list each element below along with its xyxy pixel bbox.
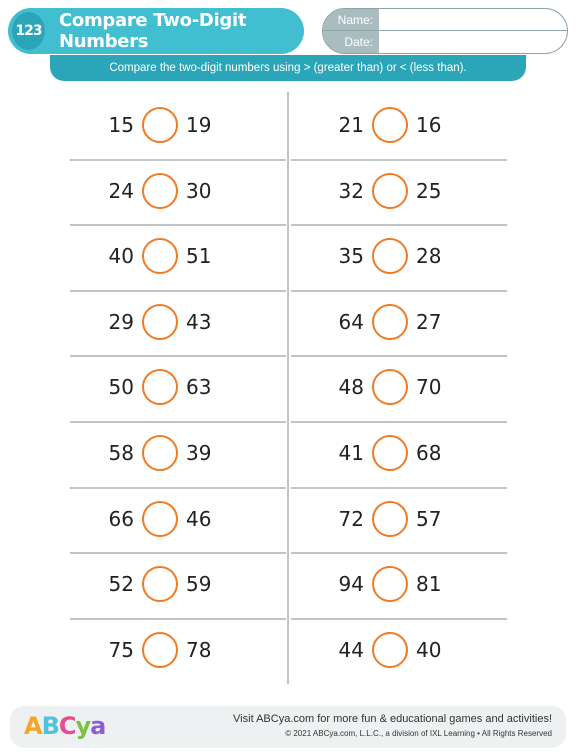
name-date-box (322, 8, 568, 54)
date-row[interactable] (323, 31, 567, 53)
comparison-problem (324, 302, 456, 342)
answer-circle[interactable] (142, 369, 178, 405)
row-divider (291, 618, 507, 620)
left-number: 94 (338, 572, 364, 597)
right-number: 19 (186, 113, 212, 137)
left-number: 24 (108, 178, 134, 203)
answer-circle[interactable] (372, 501, 408, 537)
row-divider (70, 487, 286, 489)
comparison-problem (324, 171, 456, 211)
footer (10, 706, 566, 748)
left-number: 44 (338, 637, 364, 662)
row-divider (291, 421, 507, 423)
answer-circle[interactable] (142, 566, 178, 602)
answer-circle[interactable] (142, 173, 178, 209)
answer-circle[interactable] (372, 369, 408, 405)
answer-circle[interactable] (372, 238, 408, 274)
left-number: 48 (338, 375, 364, 400)
left-number: 52 (108, 572, 134, 597)
right-number: 28 (416, 244, 442, 269)
right-number: 30 (186, 178, 212, 203)
row-divider (70, 159, 286, 161)
right-number: 63 (186, 375, 212, 400)
left-number: 40 (108, 244, 134, 269)
comparison-problem (94, 630, 226, 670)
row-divider (291, 487, 507, 489)
answer-circle[interactable] (142, 304, 178, 340)
right-number: 46 (186, 506, 212, 531)
left-number: 32 (338, 178, 364, 203)
right-number: 70 (416, 375, 442, 400)
right-number: 59 (186, 572, 212, 597)
comparison-problem (94, 367, 226, 407)
row-divider (291, 159, 507, 161)
right-number: 27 (416, 309, 442, 334)
left-number: 75 (108, 637, 134, 662)
footer-copyright: © 2021 ABCya.com, L.L.C., a division of IXL Learning • All Rights Reserved (285, 729, 552, 738)
right-number: 68 (416, 441, 442, 465)
left-number: 35 (338, 244, 364, 269)
comparison-problem (324, 433, 456, 473)
comparison-problem (94, 499, 226, 539)
abcya-logo: ABCya (24, 712, 106, 740)
row-divider (70, 355, 286, 357)
comparison-problem (324, 236, 456, 276)
right-number: 81 (416, 572, 442, 597)
comparison-problem (324, 105, 456, 145)
row-divider (291, 552, 507, 554)
answer-circle[interactable] (142, 501, 178, 537)
comparison-problem (324, 630, 456, 670)
answer-circle[interactable] (372, 435, 408, 471)
row-divider (291, 224, 507, 226)
left-number: 41 (338, 441, 364, 465)
row-divider (70, 421, 286, 423)
page-title: Compare Two-Digit Numbers (58, 10, 247, 52)
row-divider (291, 355, 507, 357)
right-number: 78 (186, 637, 212, 662)
left-number: 72 (338, 506, 364, 531)
row-divider (70, 618, 286, 620)
row-divider (70, 290, 286, 292)
right-number: 40 (416, 637, 442, 662)
comparison-problem (94, 433, 226, 473)
left-number: 21 (338, 113, 364, 137)
comparison-problem (94, 105, 226, 145)
numbers-123-icon: 123 (12, 12, 45, 50)
right-number: 57 (416, 506, 442, 531)
answer-circle[interactable] (372, 304, 408, 340)
footer-promo-text: Visit ABCya.com for more fun & educational games and activities! (233, 713, 552, 725)
comparison-problem (94, 236, 226, 276)
title-banner (8, 8, 304, 54)
answer-circle[interactable] (142, 632, 178, 668)
answer-circle[interactable] (372, 107, 408, 143)
comparison-problem (324, 564, 456, 604)
right-number: 25 (416, 178, 442, 203)
left-number: 15 (108, 113, 134, 137)
comparison-problem (324, 367, 456, 407)
answer-circle[interactable] (372, 173, 408, 209)
right-number: 51 (186, 244, 212, 269)
row-divider (70, 552, 286, 554)
instructions: Compare the two-digit numbers using > (greater than) or < (less than). (50, 55, 526, 81)
comparison-problem (324, 499, 456, 539)
comparison-problem (94, 171, 226, 211)
comparison-problem (94, 564, 226, 604)
column-divider (287, 92, 289, 684)
date-label: Date: (344, 35, 373, 49)
comparison-problem (94, 302, 226, 342)
left-number: 66 (108, 506, 134, 531)
row-divider (70, 224, 286, 226)
name-label: Name: (337, 12, 373, 27)
answer-circle[interactable] (142, 435, 178, 471)
row-divider (291, 290, 507, 292)
answer-circle[interactable] (142, 238, 178, 274)
left-number: 64 (338, 309, 364, 334)
answer-circle[interactable] (372, 566, 408, 602)
name-row[interactable] (323, 9, 567, 31)
answer-circle[interactable] (142, 107, 178, 143)
right-number: 39 (186, 441, 212, 465)
right-number: 43 (186, 309, 212, 334)
left-number: 58 (108, 441, 134, 465)
left-number: 29 (108, 309, 134, 334)
right-number: 16 (416, 113, 442, 137)
left-number: 50 (108, 375, 134, 400)
answer-circle[interactable] (372, 632, 408, 668)
